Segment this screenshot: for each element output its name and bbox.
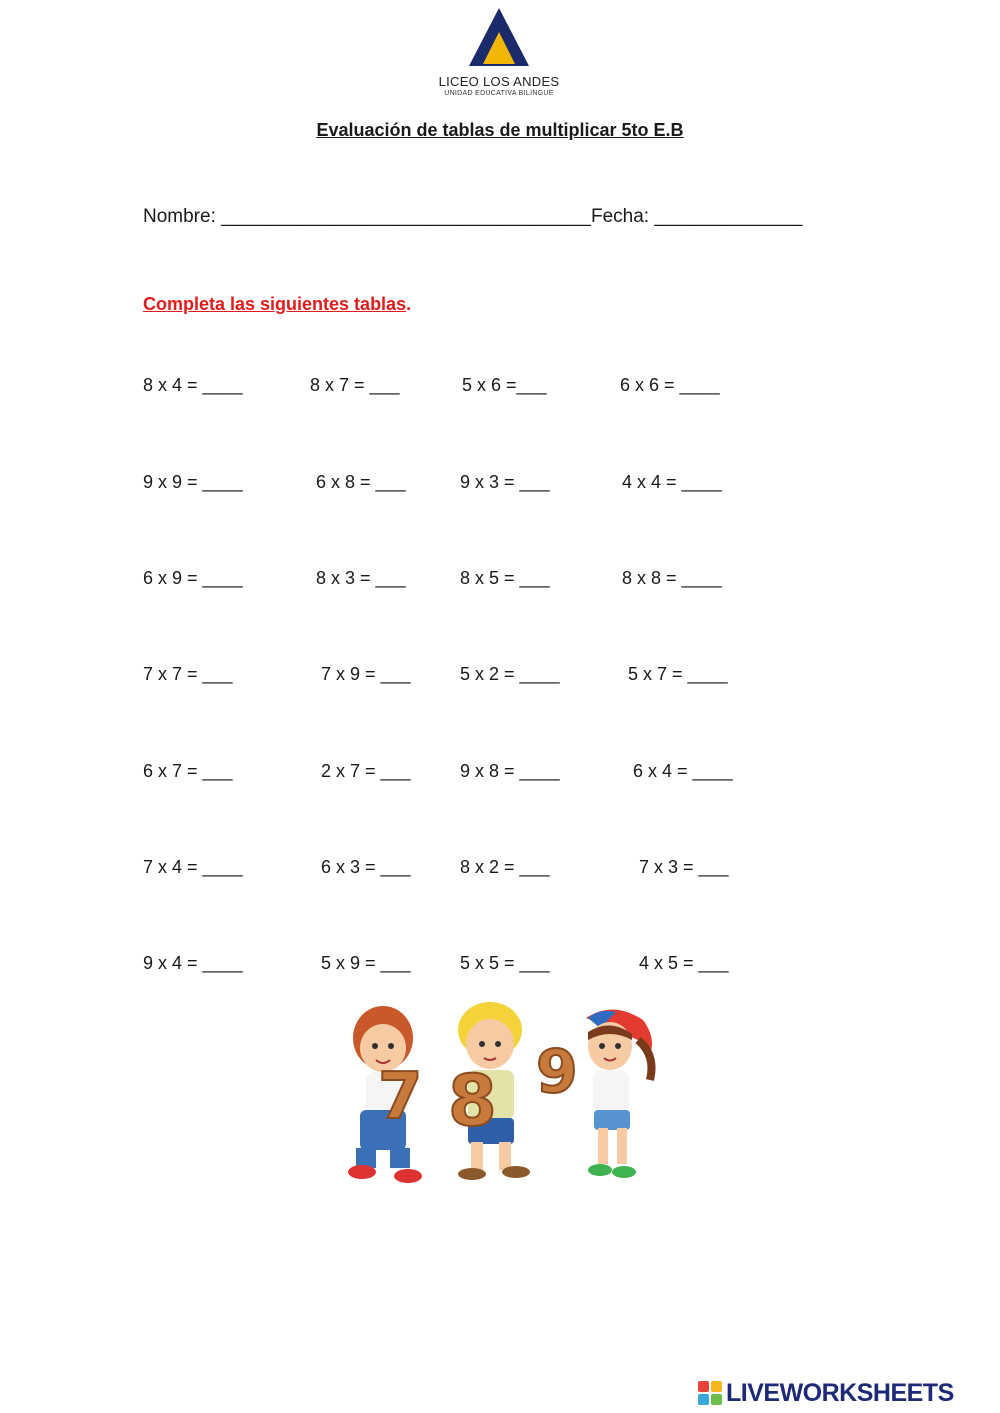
exercise-item[interactable]: 6 x 6 = ____: [620, 375, 720, 395]
exercise-item[interactable]: 5 x 9 = ___: [321, 953, 411, 973]
exercise-item[interactable]: 4 x 5 = ___: [639, 953, 729, 973]
exercise-item[interactable]: 9 x 9 = ____: [143, 472, 243, 492]
exercise-item[interactable]: 8 x 7 = ___: [310, 375, 400, 395]
exercise-item[interactable]: 5 x 5 = ___: [460, 953, 550, 973]
instruction-punct: .: [406, 294, 412, 314]
school-name: LICEO LOS ANDES: [438, 74, 560, 89]
kids-illustration: [338, 1000, 663, 1190]
liveworksheets-logo-icon: [698, 1381, 722, 1405]
number-eight-icon: 8: [448, 1060, 497, 1142]
name-date-line: [143, 206, 802, 228]
number-seven-icon: 7: [378, 1060, 423, 1134]
exercise-item[interactable]: 5 x 2 = ____: [460, 664, 560, 684]
exercise-item[interactable]: 6 x 7 = ___: [143, 761, 233, 781]
exercise-item[interactable]: 7 x 7 = ___: [143, 664, 233, 684]
page-title: Evaluación de tablas de multiplicar 5to E.B: [316, 120, 684, 140]
exercise-item[interactable]: 2 x 7 = ___: [321, 761, 411, 781]
exercise-item[interactable]: 8 x 3 = ___: [316, 568, 406, 588]
exercise-item[interactable]: 9 x 8 = ____: [460, 761, 560, 781]
exercise-item[interactable]: 7 x 9 = ___: [321, 664, 411, 684]
exercise-item[interactable]: 7 x 3 = ___: [639, 857, 729, 877]
exercise-item[interactable]: 8 x 4 = ____: [143, 375, 243, 395]
exercise-item[interactable]: 8 x 8 = ____: [622, 568, 722, 588]
kids-with-numbers-icon: [338, 1000, 663, 1190]
fecha-label: Fecha:: [590, 206, 650, 227]
school-logo: [434, 6, 564, 98]
fecha-field[interactable]: ______________: [654, 206, 803, 227]
exercise-item[interactable]: 6 x 3 = ___: [321, 857, 411, 877]
exercise-item[interactable]: 5 x 6 =___: [462, 375, 547, 395]
exercise-item[interactable]: 9 x 3 = ___: [460, 472, 550, 492]
exercise-item[interactable]: 7 x 4 = ____: [143, 857, 243, 877]
exercise-item[interactable]: 6 x 9 = ____: [143, 568, 243, 588]
instruction: [143, 294, 411, 315]
exercise-item[interactable]: 8 x 5 = ___: [460, 568, 550, 588]
exercise-item[interactable]: 6 x 8 = ___: [316, 472, 406, 492]
school-subtitle: UNIDAD EDUCATIVA BILINGUE: [444, 90, 554, 97]
exercise-item[interactable]: 9 x 4 = ____: [143, 953, 243, 973]
exercise-item[interactable]: 8 x 2 = ___: [460, 857, 550, 877]
mountain-logo-icon: [467, 6, 531, 70]
instruction-text: Completa las siguientes tablas: [143, 294, 407, 314]
nombre-field[interactable]: ___________________________________: [221, 206, 591, 227]
number-nine-icon: 9: [536, 1037, 578, 1107]
exercise-item[interactable]: 5 x 7 = ____: [628, 664, 728, 684]
exercise-item[interactable]: 6 x 4 = ____: [633, 761, 733, 781]
exercise-item[interactable]: 4 x 4 = ____: [622, 472, 722, 492]
brand-name: LIVEWORKSHEETS: [726, 1378, 954, 1407]
kid-three: [586, 1009, 652, 1178]
liveworksheets-brand: [698, 1378, 954, 1408]
nombre-label: Nombre:: [143, 206, 216, 227]
